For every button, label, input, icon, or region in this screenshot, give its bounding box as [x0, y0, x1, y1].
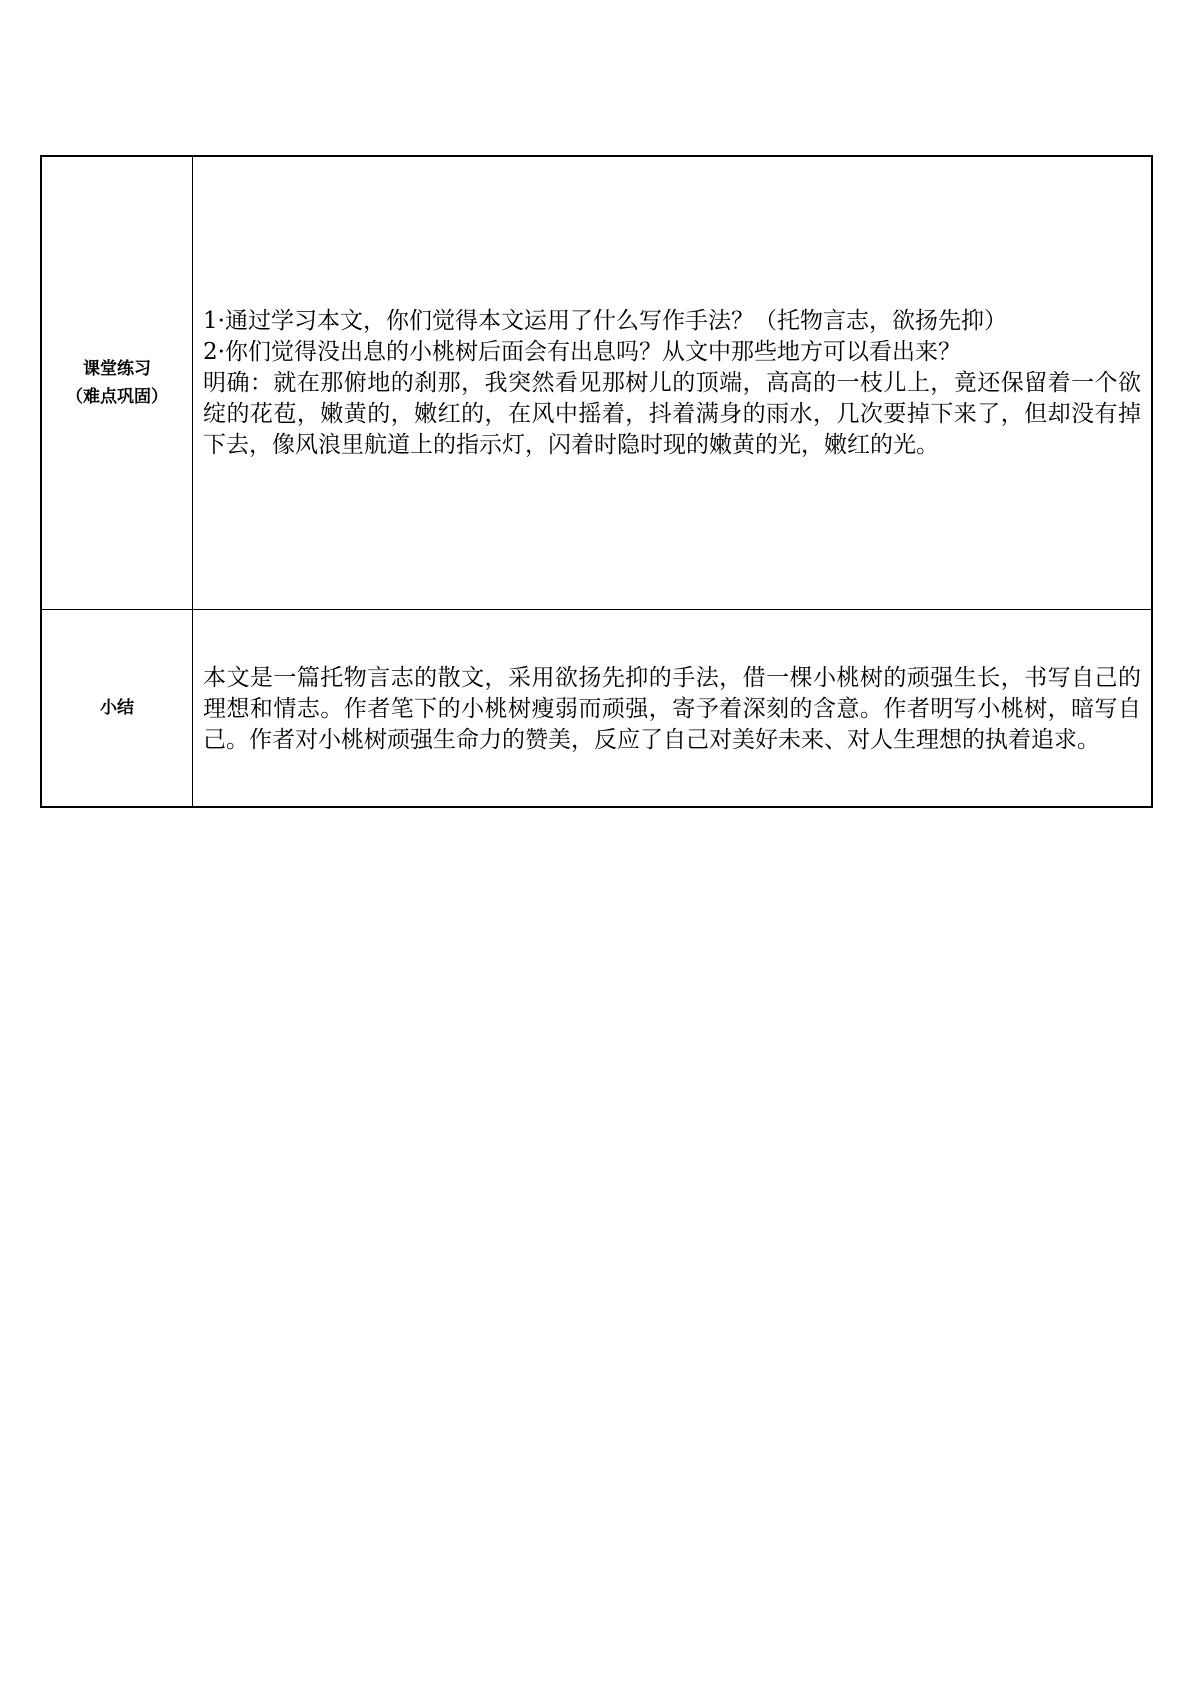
answer-clarification: 明确：就在那俯地的刹那，我突然看见那树儿的顶端，高高的一枝儿上，竟还保留着一个欲绽的花苞，嫩黄的，嫩红的，在风中摇着，抖着满身的雨水，几次要掉下来了，但却没有掉下去，像风浪里航道上的指示灯，闪着时隐时现的嫩黄的光，嫩红的光。 — [203, 369, 1141, 458]
table-row-classroom-practice — [41, 156, 1152, 610]
question-1: 1·通过学习本文，你们觉得本文运用了什么写作手法？（托物言志，欲扬先抑） — [203, 307, 1007, 334]
classroom-practice-content — [193, 156, 1153, 610]
question-2: 2·你们觉得没出息的小桃树后面会有出息吗？从文中那些地方可以看出来？ — [203, 338, 961, 365]
summary-text: 本文是一篇托物言志的散文，采用欲扬先抑的手法，借一棵小桃树的顽强生长，书写自己的理想和情志。作者笔下的小桃树瘦弱而顽强，寄予着深刻的含意。作者明写小桃树，暗写自己。作者对小桃树顽强生命力的赞美，反应了自己对美好未来、对人生理想的执着追求。 — [203, 664, 1141, 753]
row-label-classroom-practice — [41, 156, 193, 610]
label-summary: 小结 — [100, 698, 134, 718]
label-classroom-practice: 课堂练习 — [83, 359, 151, 379]
table-row-summary — [41, 610, 1152, 808]
row-label-summary — [41, 610, 193, 808]
label-difficulty-consolidation: （难点巩固） — [66, 387, 168, 407]
summary-content — [193, 610, 1153, 808]
lesson-plan-table — [40, 155, 1153, 808]
